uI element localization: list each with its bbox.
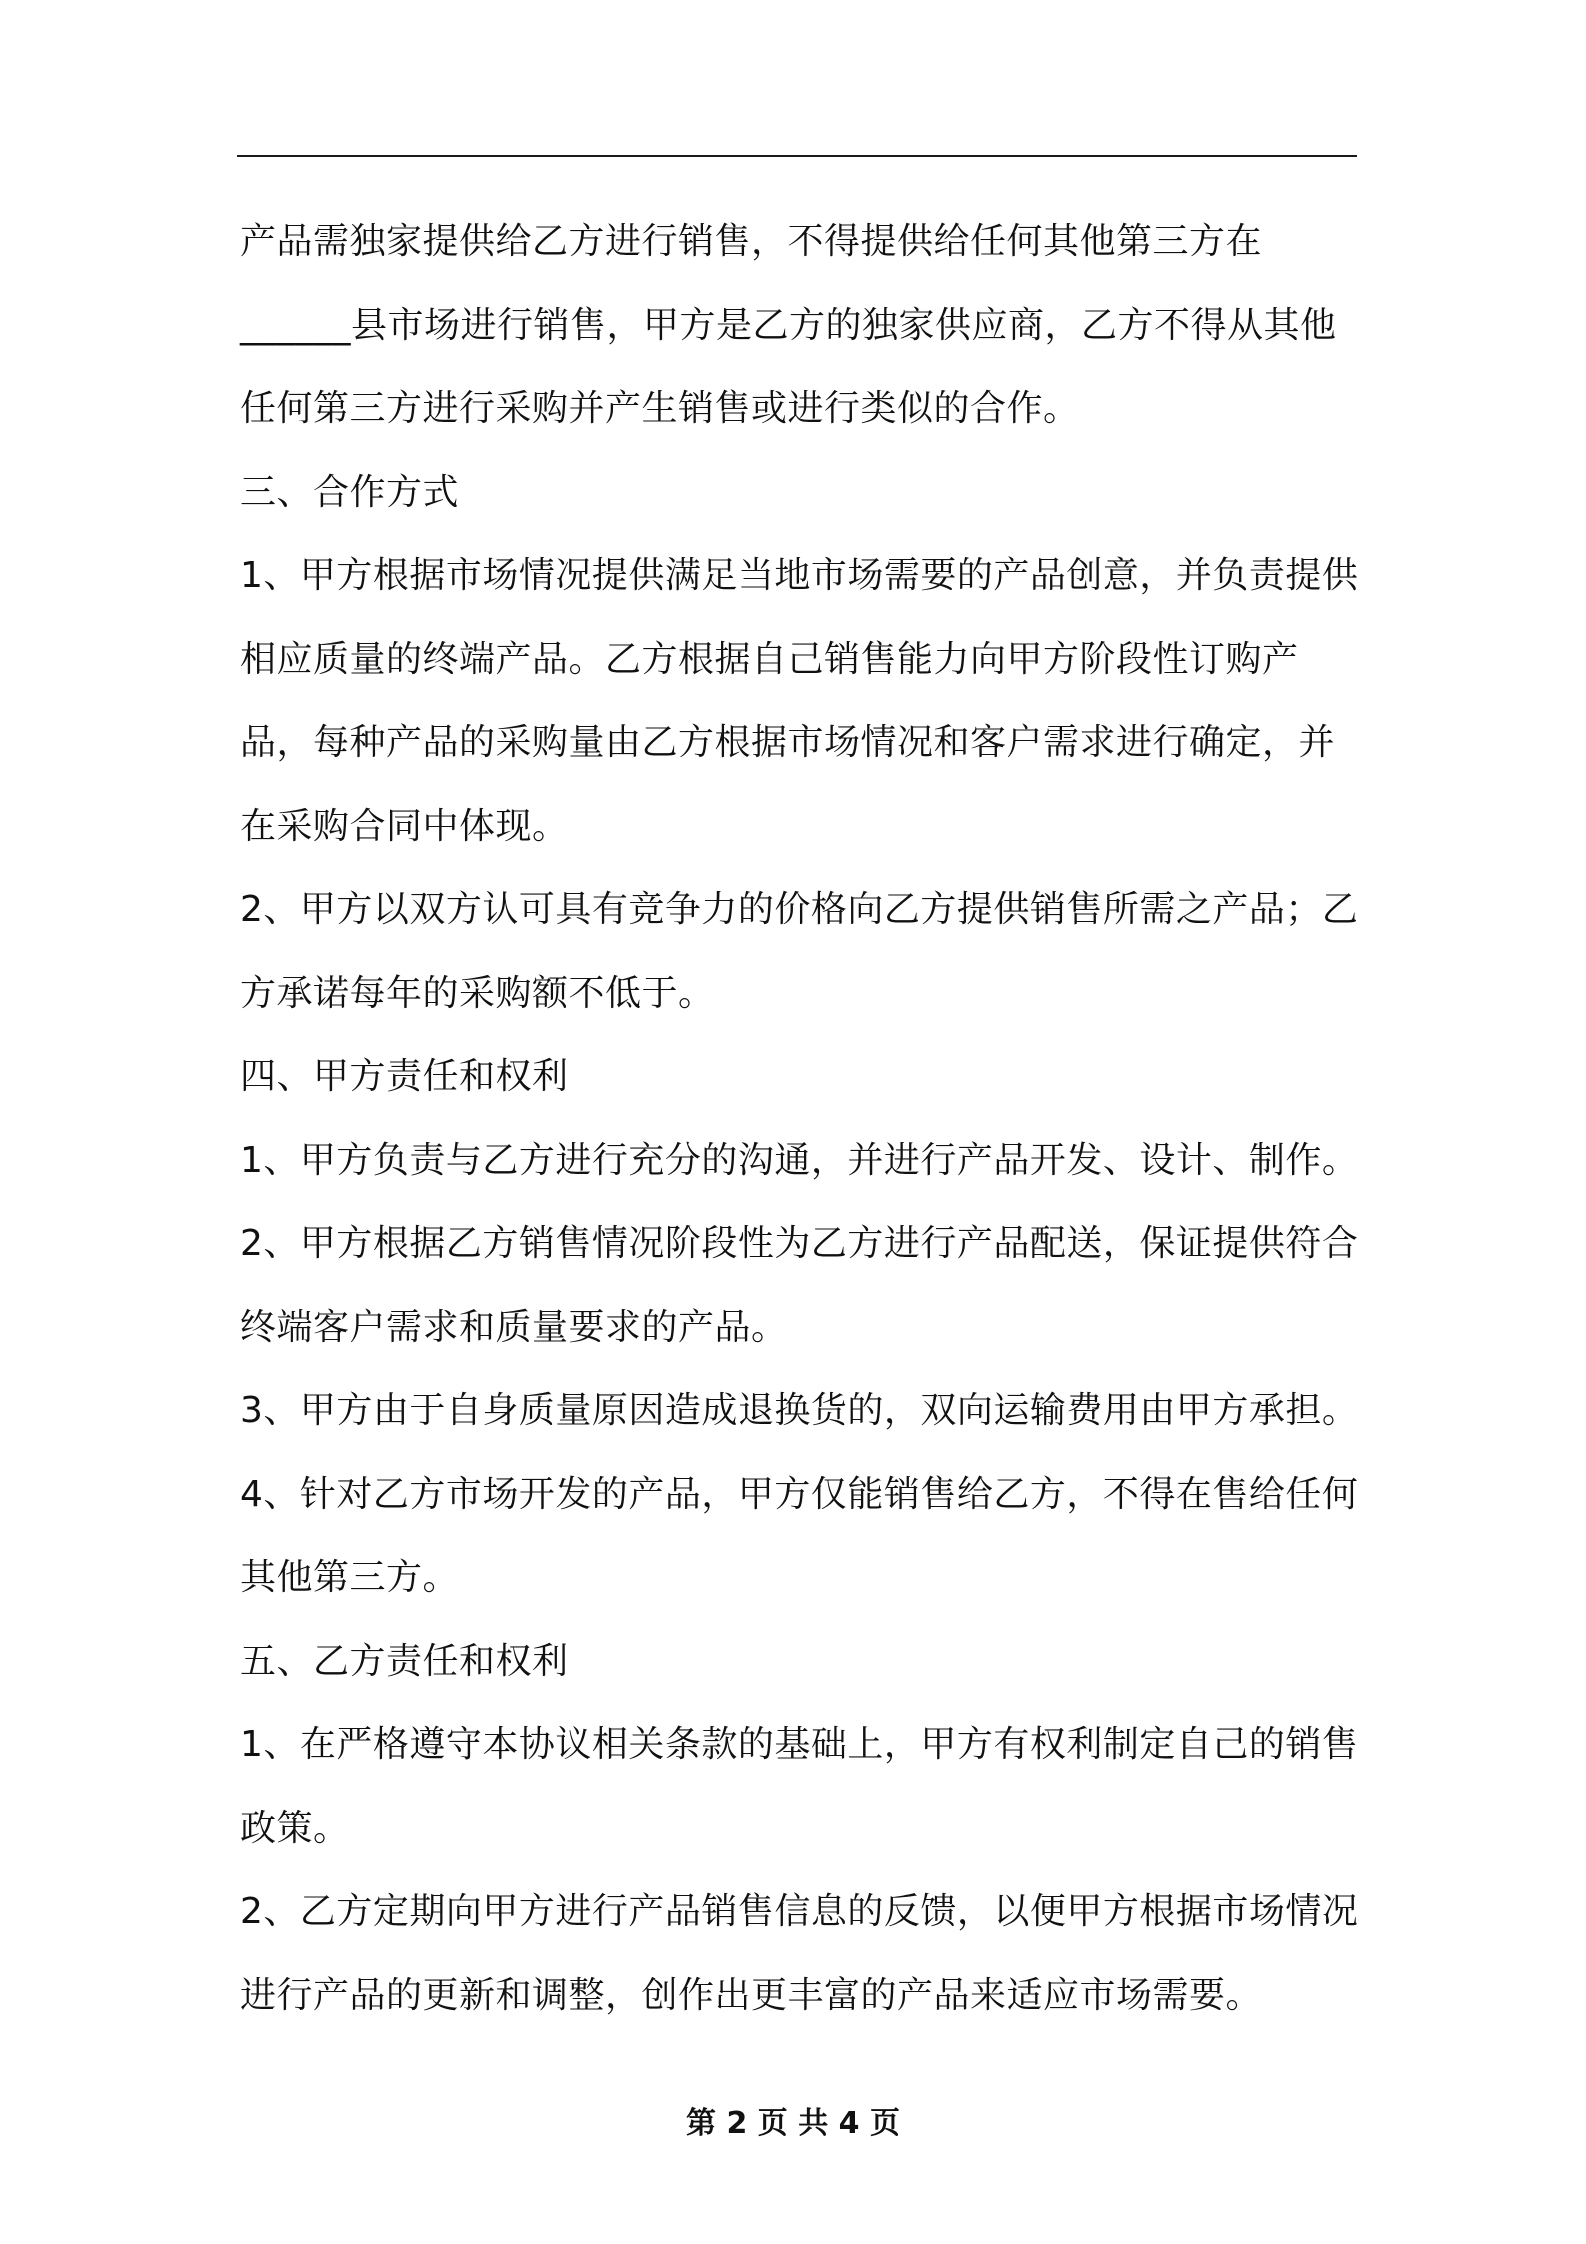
page-number-label: 第 2 页 共 4 页 [686, 2106, 900, 2141]
clause-4-4: 4、针对乙方市场开发的产品，甲方仅能销售给乙方，不得在售给任何其他第三方。 [240, 1473, 1359, 1598]
clause-3-1: 1、甲方根据市场情况提供满足当地市场需要的产品创意，并负责提供相应质量的终端产品。乙方根据自己销售能力向甲方阶段性订购产品，每种产品的采购量由乙方根据市场情况和客户需求进行确定，并在采购合同中体现。 [240, 555, 1359, 847]
page-footer [0, 2098, 1586, 2142]
section-heading-party-a: 四、甲方责任和权利 [240, 1056, 569, 1097]
clause-4-2: 2、甲方根据乙方销售情况阶段性为乙方进行产品配送，保证提供符合终端客户需求和质量要求的产品。 [240, 1223, 1359, 1348]
clause-4-1: 1、甲方负责与乙方进行充分的沟通，并进行产品开发、设计、制作。 [240, 1139, 1359, 1181]
paragraph-exclusive-supply: 产品需独家提供给乙方进行销售，不得提供给任何其他第三方在______县市场进行销售，甲方是乙方的独家供应商，乙方不得从其他任何第三方进行采购并产生销售或进行类似的合作。 [240, 221, 1337, 429]
clause-5-1: 1、在严格遵守本协议相关条款的基础上，甲方有权利制定自己的销售政策。 [240, 1724, 1359, 1849]
section-heading-party-b: 五、乙方责任和权利 [240, 1640, 569, 1682]
header-divider [237, 155, 1357, 157]
clause-4-3: 3、甲方由于自身质量原因造成退换货的，双向运输费用由甲方承担。 [240, 1390, 1359, 1431]
clause-5-2: 2、乙方定期向甲方进行产品销售信息的反馈，以便甲方根据市场情况进行产品的更新和调整，创作出更丰富的产品来适应市场需要。 [240, 1891, 1359, 2016]
clause-3-2: 2、甲方以双方认可具有竞争力的价格向乙方提供销售所需之产品；乙方承诺每年的采购额不低于。 [240, 889, 1359, 1014]
document-body [240, 200, 1364, 2037]
section-heading-cooperation: 三、合作方式 [240, 471, 460, 513]
